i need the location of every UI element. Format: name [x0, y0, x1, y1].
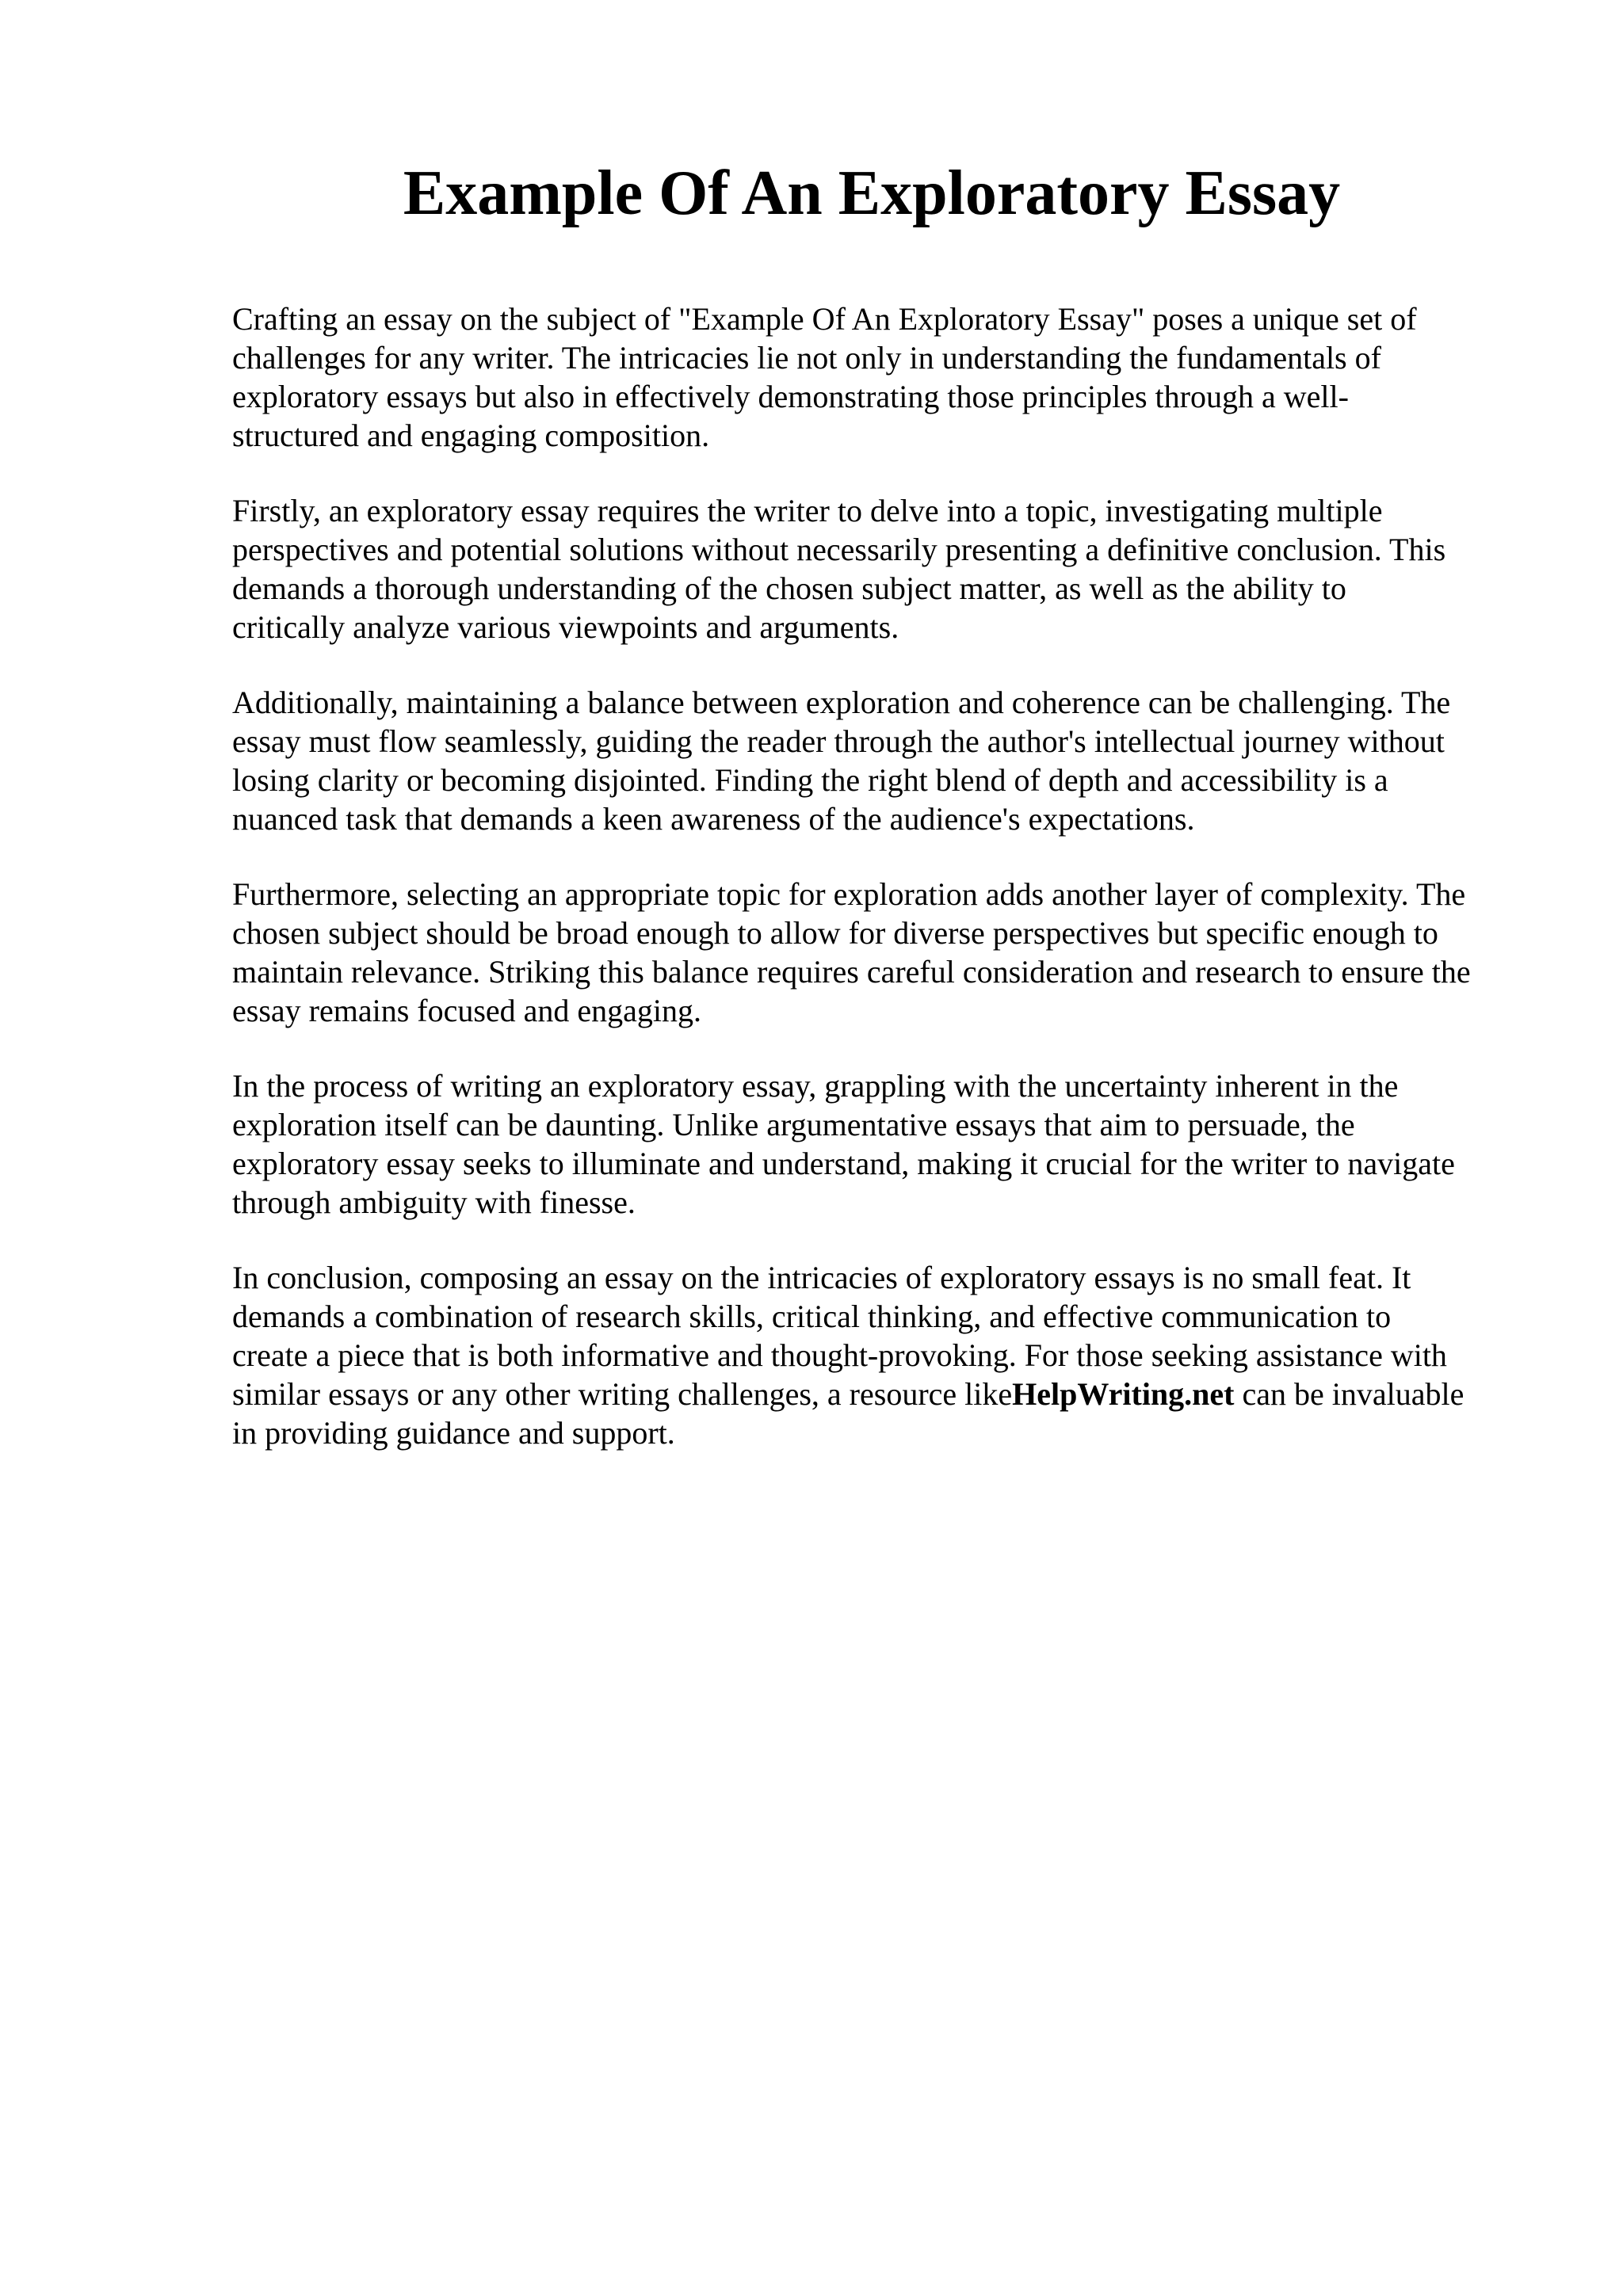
- text-line: essay remains focused and engaging.: [232, 993, 702, 1028]
- text-line: Crafting an essay on the subject of "Example Of An Exploratory Essay" poses a unique set of: [232, 301, 1417, 337]
- text-line: challenges for any writer. The intricacies lie not only in understanding the fundamentals of: [232, 340, 1381, 376]
- paragraph-additionally: [232, 683, 1532, 838]
- text-line: In conclusion, composing an essay on the intricacies of exploratory essays is no small feat. It: [232, 1260, 1411, 1295]
- text-fragment: can be invaluable: [1234, 1376, 1465, 1412]
- text-line: demands a thorough understanding of the chosen subject matter, as well as the ability to: [232, 570, 1346, 606]
- paragraph-conclusion: [232, 1258, 1532, 1452]
- text-line: demands a combination of research skills, critical thinking, and effective communication to: [232, 1299, 1392, 1334]
- paragraph-furthermore: [232, 875, 1532, 1030]
- text-line: Firstly, an exploratory essay requires the writer to delve into a topic, investigating multiple: [232, 493, 1383, 528]
- text-line: perspectives and potential solutions without necessarily presenting a definitive conclusion. This: [232, 532, 1446, 567]
- text-line: [232, 1375, 1532, 1413]
- helpwriting-name: HelpWriting.net: [1012, 1376, 1235, 1412]
- text-line: maintain relevance. Striking this balance requires careful consideration and research to ensure the: [232, 954, 1471, 990]
- text-fragment: similar essays or any other writing challenges, a resource like: [232, 1376, 1013, 1412]
- text-line: Furthermore, selecting an appropriate topic for exploration adds another layer of complexity. The: [232, 876, 1466, 912]
- text-line: structured and engaging composition.: [232, 418, 710, 453]
- text-line: through ambiguity with finesse.: [232, 1184, 636, 1220]
- text-line: exploration itself can be daunting. Unlike argumentative essays that aim to persuade, the: [232, 1107, 1355, 1142]
- text-line: chosen subject should be broad enough to allow for diverse perspectives but specific enough to: [232, 915, 1438, 951]
- text-line: create a piece that is both informative and thought-provoking. For those seeking assistance with: [232, 1337, 1447, 1373]
- text-line: essay must flow seamlessly, guiding the reader through the author's intellectual journey without: [232, 723, 1445, 759]
- document-title: Example Of An Exploratory Essay: [403, 158, 1341, 228]
- text-line: critically analyze various viewpoints and arguments.: [232, 609, 899, 645]
- text-line: nuanced task that demands a keen awareness of the audience's expectations.: [232, 801, 1195, 837]
- text-line: Additionally, maintaining a balance between exploration and coherence can be challenging. The: [232, 685, 1451, 720]
- text-line: in providing guidance and support.: [232, 1415, 675, 1451]
- paragraph-intro: [232, 299, 1532, 455]
- text-line: In the process of writing an exploratory essay, grappling with the uncertainty inherent in the: [232, 1068, 1399, 1104]
- document-body: [232, 299, 1532, 1489]
- text-line: exploratory essays but also in effectively demonstrating those principles through a well-: [232, 379, 1349, 414]
- paragraph-process: [232, 1066, 1532, 1222]
- text-line: losing clarity or becoming disjointed. Finding the right blend of depth and accessibility is a: [232, 762, 1388, 798]
- text-line: exploratory essay seeks to illuminate and understand, making it crucial for the writer to navigate: [232, 1146, 1455, 1181]
- paragraph-firstly: [232, 491, 1532, 646]
